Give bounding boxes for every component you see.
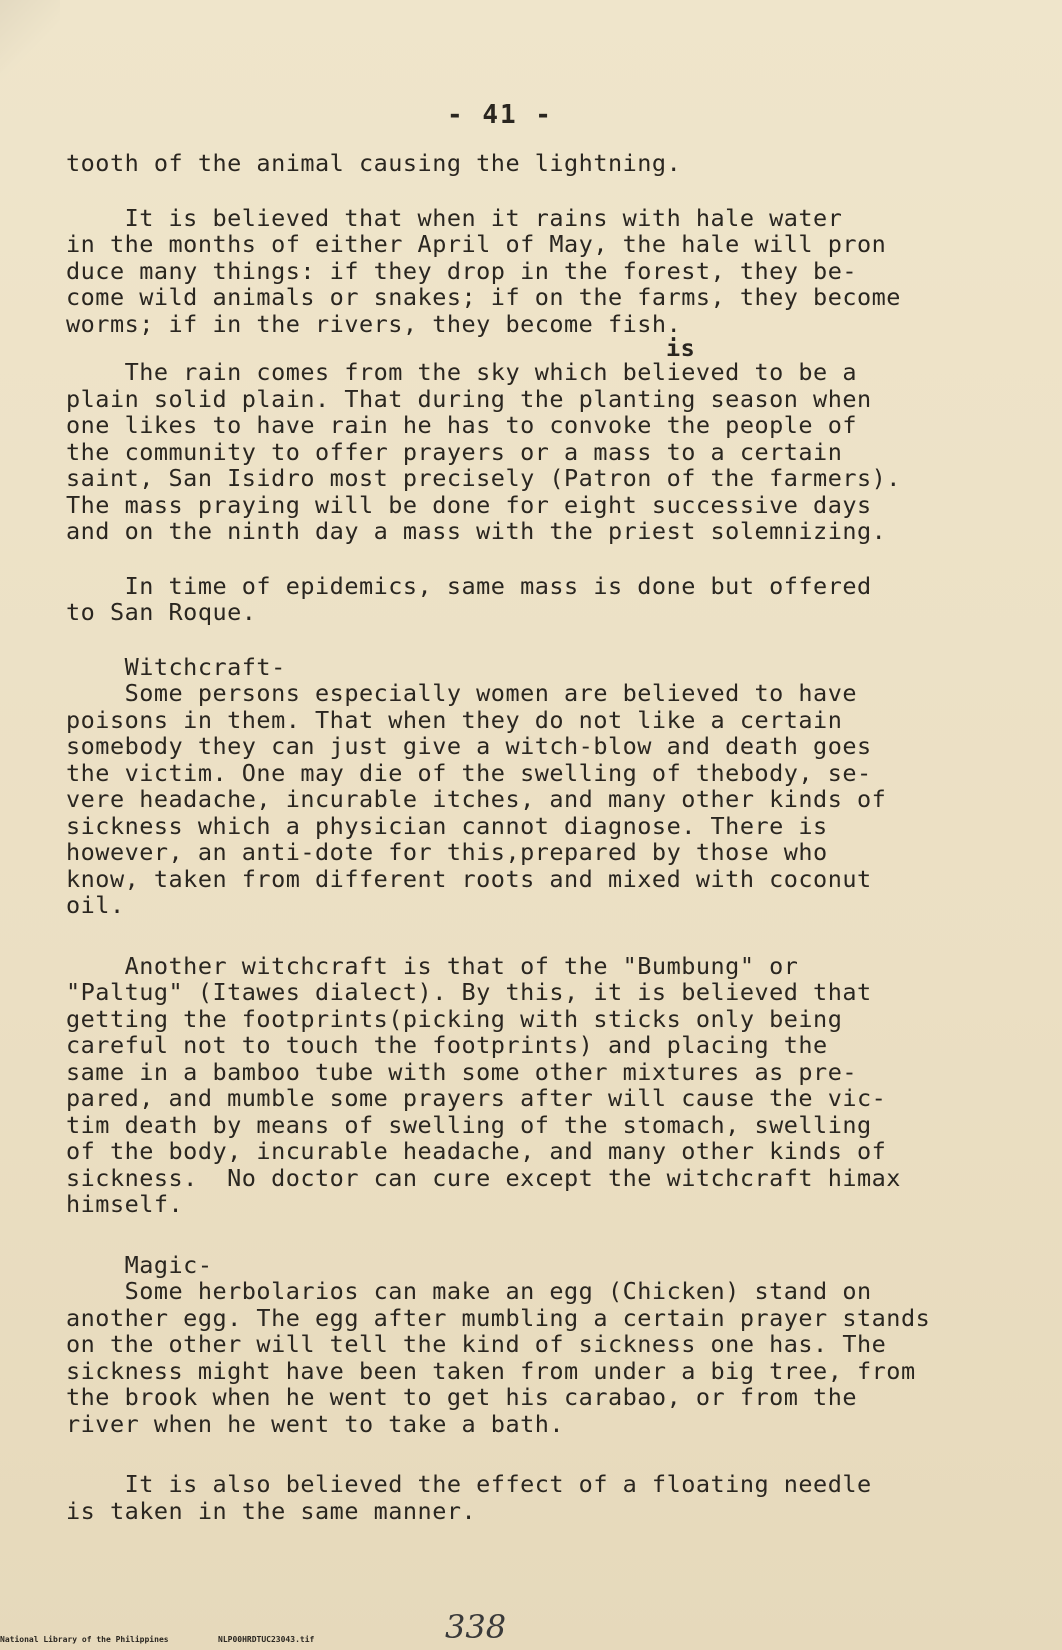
- text-line: however, an anti-dote for this,prepared by those who: [66, 838, 828, 866]
- text-line: on the other will tell the kind of sickness one has. The: [66, 1330, 887, 1358]
- handwritten-page-number: 338: [445, 1608, 507, 1646]
- text-line: oil.: [66, 891, 125, 919]
- text-line: duce many things: if they drop in the forest, they be-: [66, 256, 858, 285]
- text-line: another egg. The egg after mumbling a certain prayer stands: [66, 1303, 931, 1332]
- section-heading-witchcraft: Witchcraft-: [66, 652, 286, 681]
- footer-file-id: NLP00HRDTUC23043.tif: [218, 1635, 315, 1644]
- text-line: is taken in the same manner.: [66, 1496, 477, 1525]
- text-line: the brook when he went to get his carabao, or from the: [66, 1383, 858, 1411]
- text-line: plain solid plain. That during the planting season when: [66, 384, 872, 413]
- text-line: Some herbolarios can make an egg (Chicken) stand on: [66, 1277, 872, 1305]
- text-line: saint, San Isidro most precisely (Patron of the farmers).: [66, 464, 901, 492]
- text-line: river when he went to take a bath.: [66, 1409, 565, 1438]
- insertion-mark: is: [666, 334, 696, 362]
- text-line: pared, and mumble some prayers after will cause the vic-: [66, 1084, 887, 1112]
- text-line: worms; if in the rivers, they become fish.: [66, 309, 682, 338]
- text-line: somebody they can just give a witch-blow and death goes: [66, 732, 872, 760]
- text-line: come wild animals or snakes; if on the farms, they become: [66, 283, 901, 311]
- text-line: and on the ninth day a mass with the priest solemnizing.: [66, 517, 887, 545]
- document-body: [66, 150, 1026, 1524]
- text-line: sickness might have been taken from under a big tree, from: [66, 1356, 916, 1385]
- text-line: of the body, incurable headache, and many other kinds of: [66, 1137, 887, 1165]
- text-line: sickness which a physician cannot diagnose. There is: [66, 811, 828, 840]
- text-line: himself.: [66, 1190, 184, 1218]
- text-line: Another witchcraft is that of the "Bumbung" or: [66, 951, 799, 980]
- text-line: vere headache, incurable itches, and many other kinds of: [66, 785, 887, 813]
- text-line: The mass praying will be done for eight successive days: [66, 490, 872, 519]
- text-line: to San Roque.: [66, 598, 257, 626]
- text-line: one likes to have rain he has to convoke the people of: [66, 411, 858, 439]
- text-line: sickness. No doctor can cure except the witchcraft himax: [66, 1163, 901, 1192]
- text-line: getting the footprints(picking with sticks only being: [66, 1004, 843, 1033]
- text-line: the community to offer prayers or a mass to a certain: [66, 437, 843, 466]
- text-line: the victim. One may die of the swelling of thebody, se-: [66, 758, 872, 787]
- text-line: same in a bamboo tube with some other mixtures as pre-: [66, 1057, 858, 1086]
- text-line: It is also believed the effect of a floating needle: [66, 1470, 872, 1498]
- text-line: tooth of the animal causing the lightning.: [66, 149, 682, 177]
- section-heading-magic: Magic-: [66, 1250, 213, 1279]
- text-line: Some persons especially women are believed to have: [66, 679, 858, 707]
- text-line: in the months of either April of May, the hale will pron: [66, 230, 887, 258]
- page-number: - 41 -: [447, 100, 553, 130]
- page-fold-shadow: [0, 0, 60, 80]
- text-line: know, taken from different roots and mixed with coconut: [66, 864, 872, 893]
- footer-library-credit: National Library of the Philippines: [0, 1635, 169, 1644]
- text-line: It is believed that when it rains with hale water: [66, 203, 843, 232]
- text-line: poisons in them. That when they do not like a certain: [66, 705, 843, 734]
- text-line: In time of epidemics, same mass is done but offered: [66, 571, 872, 600]
- text-line: careful not to touch the footprints) and placing the: [66, 1031, 828, 1059]
- text-line: The rain comes from the sky which believed to be a: [66, 358, 858, 386]
- text-line: "Paltug" (Itawes dialect). By this, it is believed that: [66, 978, 872, 1006]
- text-line: tim death by means of swelling of the stomach, swelling: [66, 1110, 872, 1139]
